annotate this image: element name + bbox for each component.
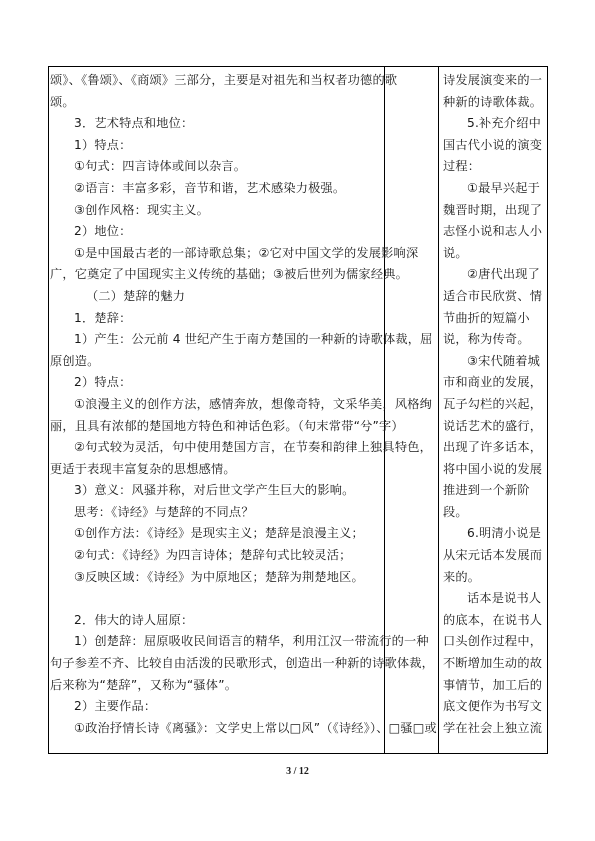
main-text-line: ①句式：四言诗体或间以杂言。 [74,159,247,174]
side-text-line: 说，称为传奇。 [443,332,530,347]
main-text-line: 1）创楚辞：屈原吸收民间语言的精华，利用江汉一带流行的一种 [74,634,429,649]
side-text-line: 市和商业的发展， [443,375,543,390]
main-text-line: ②句式较为灵活，句中使用楚国方言，在节奏和韵律上独具特色， [74,440,432,455]
column-divider-right [438,66,439,754]
side-text-line: 志怪小说和志人小 [443,224,543,239]
main-text-line: 1．楚辞： [74,310,132,325]
side-text-line: 将中国小说的发展 [443,461,543,476]
main-text-line: ③创作风格：现实主义。 [74,202,210,217]
main-text-line: ②语言：丰富多彩，音节和谐，艺术感染力极强。 [74,180,346,195]
main-text-line: 2）主要作品： [74,699,157,714]
main-text-line: 3．艺术特点和地位： [74,116,194,131]
side-text-line: 节曲折的短篇小 [443,310,530,325]
main-text-line: （二）楚辞的魅力 [86,288,186,303]
side-text-line: 来的。 [443,569,481,584]
main-text-line: 1）特点： [74,137,132,152]
main-text-line: 1）产生：公元前 4 世纪产生于南方楚国的一种新的诗歌体裁，屈 [74,332,433,347]
side-text-line: 不断增加生动的故 [443,656,543,671]
main-text-line: ①是中国最古老的一部诗歌总集；②它对中国文学的发展影响深 [74,245,419,260]
side-text-line: 6.明清小说是 [467,526,541,541]
side-text-line: 5.补充介绍中 [467,116,541,131]
side-text-line: 适合市民欣赏、情 [443,288,543,303]
page-number: 3 / 12 [286,766,309,777]
side-text-line: 话本是说书人 [467,591,542,606]
side-text-line: 口头创作过程中， [443,634,543,649]
side-text-line: 从宋元话本发展而 [443,548,543,563]
main-text-line: ①浪漫主义的创作方法，感情奔放，想像奇特，文采华美，风格绚 [74,396,432,411]
side-notes-column [443,70,543,739]
side-text-line: 段。 [443,504,468,519]
side-text-line: 国古代小说的演变 [443,137,543,152]
main-text-line: ①政治抒情长诗《离骚》：文学史上常以□风”（《诗经》）、□骚□或 [74,720,437,735]
main-text-line: 颂》、《鲁颂》、《商颂》三部分，主要是对祖先和当权者功德的歌 [50,73,398,87]
main-text-line: 丽，且具有浓郁的楚国地方特色和神话色彩。（句末常带“兮”字） [50,418,404,433]
side-text-line: ①最早兴起于 [467,180,541,195]
side-text-line: 说。 [443,245,468,260]
main-text-line: ①创作方法：《诗经》是现实主义；楚辞是浪漫主义； [74,526,364,541]
side-text-line: 推进到一个新阶 [443,483,530,498]
side-text-line: 说话艺术的盛行， [443,418,543,433]
main-text-line: 句子参差不齐、比较自由活泼的民歌形式，创造出一种新的诗歌体裁， [50,656,435,671]
main-text-line: 广，它奠定了中国现实主义传统的基础；③被后世列为儒家经典。 [50,267,408,282]
side-text-line: 的底本，在说书人 [443,612,543,627]
side-text-line: 诗发展演变来的一 [443,73,543,87]
side-text-line: 魏晋时期，出现了 [443,202,543,217]
side-text-line: 事情节，加工后的 [443,677,543,692]
main-text-line: 原创造。 [50,353,100,368]
side-text-line: ③宋代随着城 [467,353,541,368]
side-text-line: 出现了许多话本， [443,440,543,455]
main-text-line: 2）特点： [74,375,132,390]
side-text-line: 瓦子勾栏的兴起， [443,396,543,411]
main-text-line: 颂。 [50,94,75,109]
main-text-line: 2）地位： [74,224,132,239]
main-text-line: ②句式：《诗经》为四言诗体；楚辞句式比较灵活； [74,548,352,563]
main-text-line: 3）意义：风骚并称，对后世文学产生巨大的影响。 [74,483,355,498]
main-text-line: 后来称为“楚辞”，又称为“骚体”。 [50,677,238,692]
side-text-line: 学在社会上独立流 [443,720,543,735]
side-text-line: 底文便作为书写文 [443,699,543,714]
main-content-column [50,70,437,739]
side-text-line: ②唐代出现了 [467,267,541,282]
main-text-line: 思考：《诗经》与楚辞的不同点？ [74,504,254,519]
side-text-line: 过程： [443,159,481,174]
main-text-line: ③反映区域：《诗经》为中原地区；楚辞为荆楚地区。 [74,569,364,584]
side-text-line: 种新的诗歌体裁。 [443,94,543,109]
main-text-line [50,588,380,610]
main-text-line: 更适于表现丰富复杂的思想感情。 [50,461,236,476]
main-text-line: 2．伟大的诗人屈原： [74,612,194,627]
